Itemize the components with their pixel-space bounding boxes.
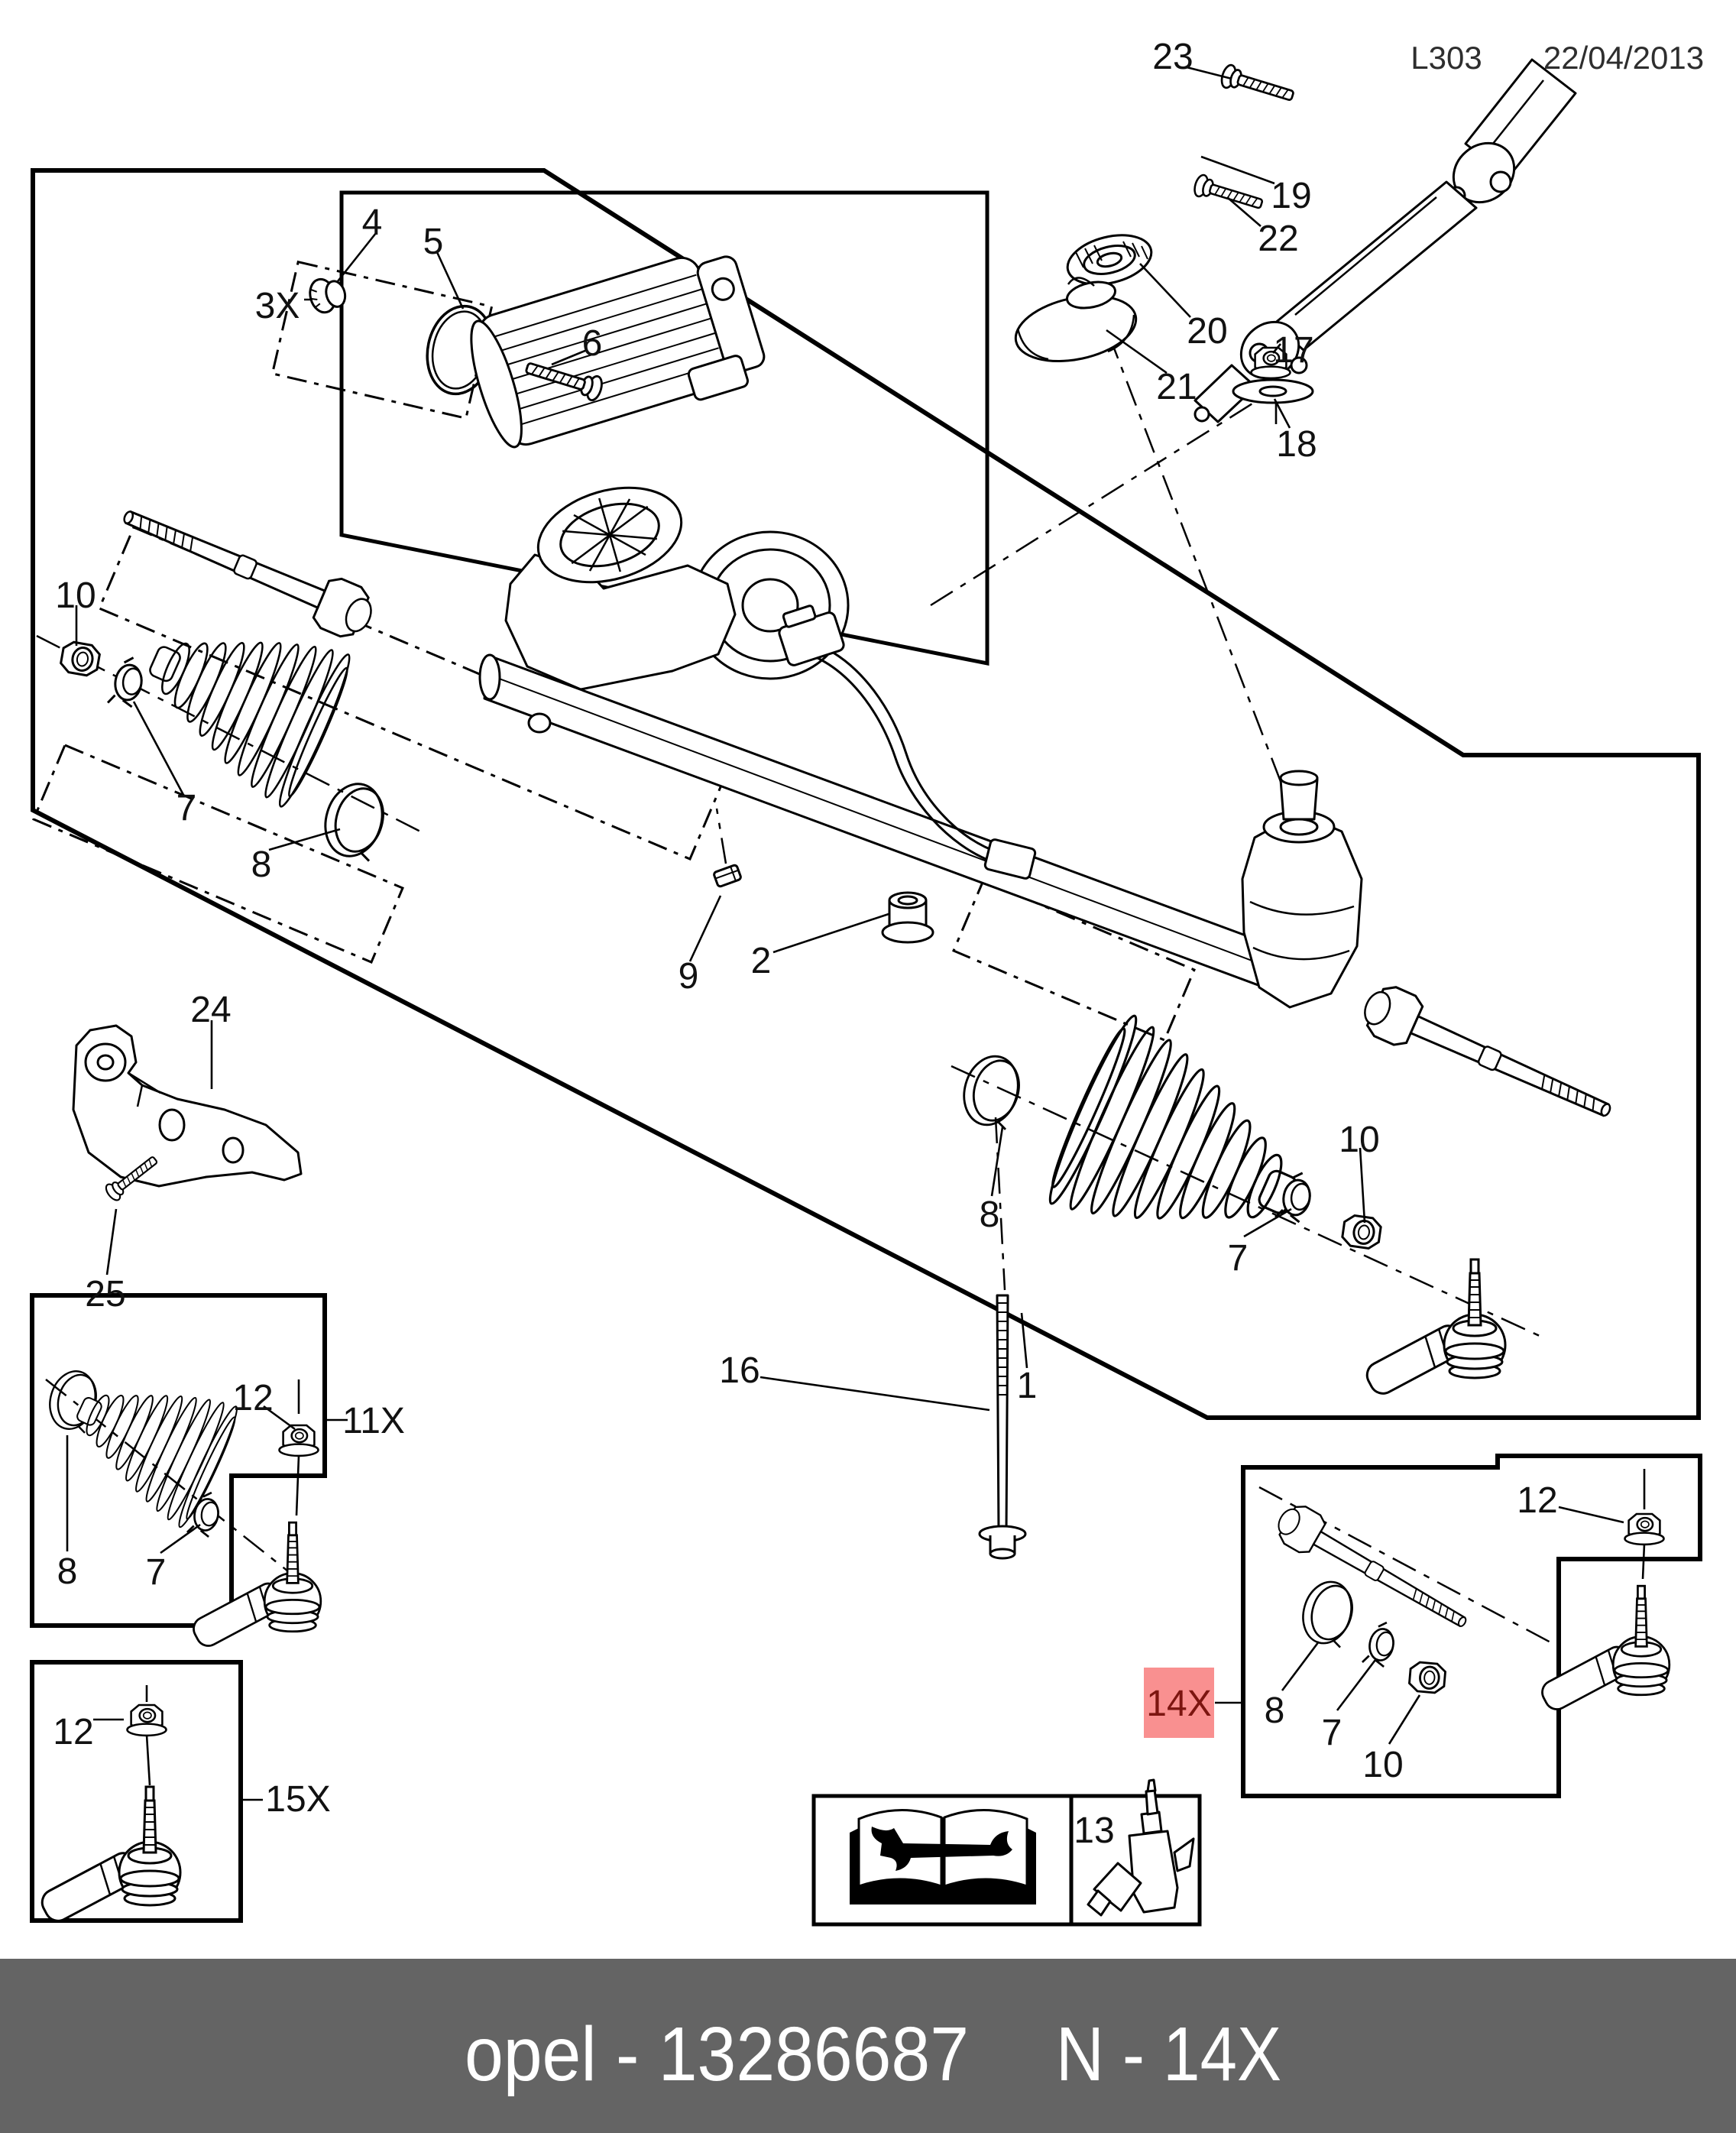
part-mount-bushing-2: [883, 893, 933, 942]
part-boot-right: [1040, 1010, 1333, 1292]
callout-8-25: 8: [57, 1551, 78, 1592]
parts-artwork: [37, 60, 1670, 1925]
part-tie-rod-end-15x: [37, 1787, 180, 1925]
callout-2-15: 2: [750, 941, 772, 981]
part-nut-10-left: [60, 640, 101, 677]
part-ring-8-right: [957, 1050, 1027, 1132]
callout-19-1: 19: [1271, 176, 1312, 216]
callout-13-33: 13: [1074, 1810, 1115, 1851]
callout-4-7: 4: [361, 203, 383, 243]
leader-lines: [67, 67, 1624, 1744]
callout-12-29: 12: [1517, 1480, 1558, 1521]
part-ring-8-14x: [1296, 1576, 1359, 1649]
callout-12-27: 12: [53, 1712, 94, 1752]
callout-7-12: 7: [176, 788, 197, 828]
part-bolt-23: [1219, 63, 1296, 107]
part-nut-12-11x: [280, 1425, 319, 1456]
callout-16-18: 16: [719, 1350, 760, 1391]
drawing-code: L303: [1410, 40, 1482, 76]
callout-7-26: 7: [145, 1552, 167, 1593]
callout-8-30: 8: [1264, 1691, 1285, 1731]
callout-8-13: 8: [251, 844, 272, 885]
callout-10-22: 10: [1339, 1120, 1380, 1160]
footer-bar: [0, 1959, 1736, 2133]
highlight-14x: [1144, 1668, 1214, 1738]
part-clip-9: [714, 864, 742, 887]
callout-11x-24: 11X: [342, 1401, 405, 1441]
callout-3x-9: 3X: [254, 286, 300, 326]
detail-box-14x: [1243, 1456, 1700, 1796]
callout-12-23: 12: [232, 1378, 274, 1418]
callout-6-10: 6: [581, 323, 603, 364]
footer-part-number: opel - 13286687: [465, 2011, 969, 2097]
part-clamp-7-left: [108, 655, 145, 708]
centre-lines: [37, 325, 1644, 1785]
part-inner-tie-rod-right: [1356, 979, 1620, 1136]
part-steering-column: [1195, 60, 1576, 422]
part-bolt-16: [980, 1295, 1025, 1558]
part-inner-tie-rod-14x: [1271, 1499, 1475, 1642]
part-motor: [461, 242, 771, 460]
part-nut-12-15x: [128, 1705, 167, 1736]
callout-8-20: 8: [979, 1195, 1000, 1235]
part-nut-10-right: [1341, 1214, 1381, 1250]
callout-7-31: 7: [1321, 1713, 1342, 1753]
callout-7-21: 7: [1227, 1238, 1249, 1279]
callout-25-17: 25: [85, 1274, 126, 1314]
callout-20-3: 20: [1187, 311, 1228, 352]
callout-22-2: 22: [1258, 219, 1299, 259]
callout-23-0: 23: [1152, 37, 1194, 77]
part-tie-rod-end-11x: [189, 1522, 321, 1650]
part-bolt-22: [1192, 173, 1265, 215]
drawing-date: 22/04/2013: [1543, 40, 1705, 76]
part-column-boot-21: [1009, 277, 1142, 371]
callout-24-16: 24: [190, 990, 232, 1030]
book-wrench-icon: [850, 1810, 1036, 1904]
callout-10-11: 10: [55, 575, 96, 616]
part-clamp-7-14x: [1362, 1619, 1397, 1668]
callout-18-6: 18: [1276, 424, 1317, 465]
part-ring-8-left: [317, 777, 391, 863]
callout-10-32: 10: [1362, 1745, 1404, 1785]
callout-5-8: 5: [423, 222, 444, 262]
callout-9-14: 9: [678, 956, 699, 997]
part-bearing-20: [1062, 227, 1156, 292]
callout-17-4: 17: [1273, 330, 1314, 371]
callout-21-5: 21: [1156, 367, 1197, 407]
part-nut-12-14x: [1625, 1514, 1664, 1545]
callout-1-19: 1: [1016, 1366, 1038, 1406]
highlight-14x-label: 14X: [1146, 1684, 1212, 1724]
part-bracket-24: [73, 1026, 301, 1186]
part-tie-rod-end-right: [1362, 1259, 1505, 1398]
footer-catalog-ref: N - 14X: [1056, 2011, 1281, 2097]
part-nut-10-14x: [1409, 1661, 1446, 1694]
callout-15x-28: 15X: [265, 1779, 331, 1820]
part-washer-18: [1233, 380, 1313, 403]
